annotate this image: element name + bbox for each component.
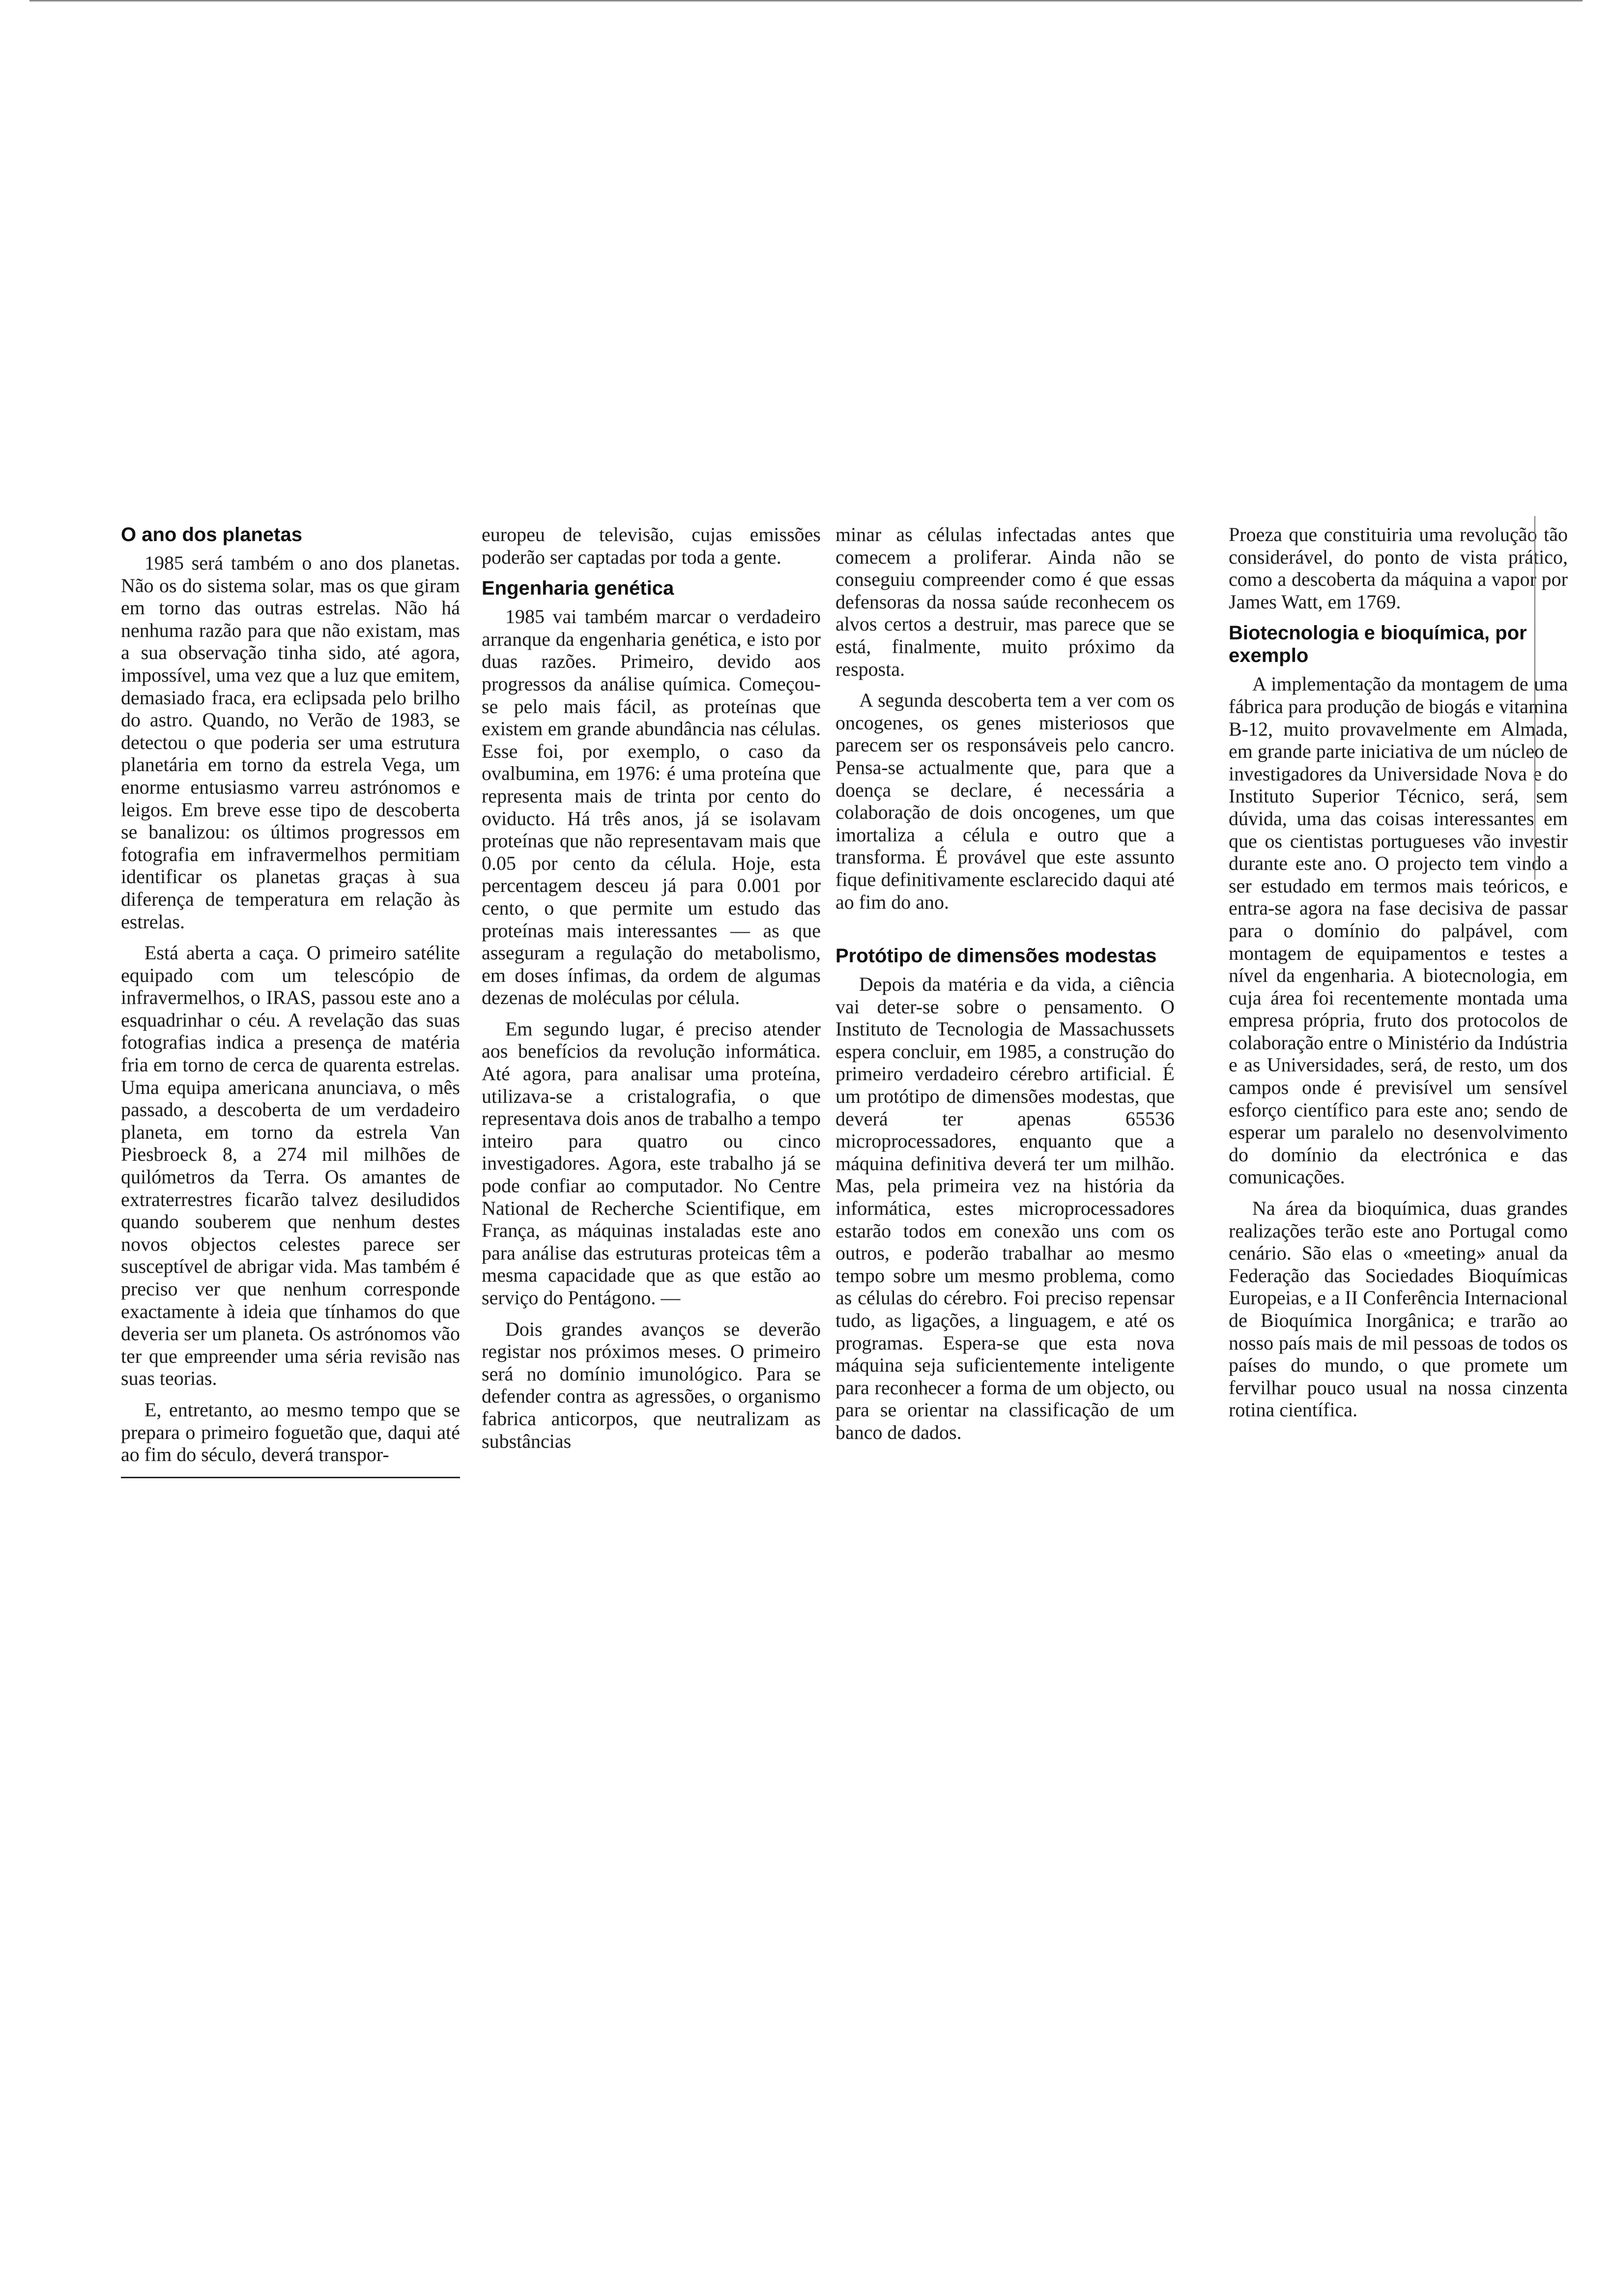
paragraph: Na área da bioquímica, duas grandes realizações terão este ano Portugal como cenário. São elas o «meeting» anual da Federação das Sociedades Bioquímicas Europeias, e a II Conferência Internacional de Bioquímica Inorgânica; e trarão ao nosso país mais de mil pessoas de todos os países do mundo, o que promete um fervilhar pouco usual na nossa cinzenta rotina científica. <box>1229 1197 1568 1421</box>
column-3 <box>835 523 1175 1453</box>
paragraph: E, entretanto, ao mesmo tempo que se prepara o primeiro foguetão que, daqui até ao fim do século, deverá transpor- <box>121 1398 460 1466</box>
paragraph: Dois grandes avanços se deverão registar nos próximos meses. O primeiro será no domínio imunológico. Para se defender contra as agressões, o organismo fabrica anticorpos, que neutralizam as substâncias <box>482 1318 821 1452</box>
paragraph: Proeza que constituiria uma revolução tão considerável, do ponto de vista prático, como a descoberta da máquina a vapor por James Watt, em 1769. <box>1229 523 1568 613</box>
paragraph: 1985 vai também marcar o verdadeiro arranque da engenharia genética, e isto por duas razões. Primeiro, devido aos progressos da análise química. Começou-se pelo mais fácil, as proteínas que existem em grande abundância nas células. Esse foi, por exemplo, o caso da ovalbumina, em 1976: é uma proteína que representa mais de trinta por cento do oviducto. Há três anos, já se isolavam proteínas que não representavam mais que 0.05 por cento da célula. Hoje, esta percentagem desceu já para 0.001 por cento, o que permite um estudo das proteínas mais interessantes — as que asseguram a regulação do metabolismo, em doses ínfimas, da ordem de algumas dezenas de moléculas por célula. <box>482 605 821 1009</box>
paragraph: Está aberta a caça. O primeiro satélite equipado com um telescópio de infravermelhos, o IRAS, passou este ano a esquadrinhar o céu. A revelação das suas fotografias indica a presença de matéria fria em torno de cerca de quarenta estrelas. Uma equipa americana anunciava, o mês passado, a descoberta de um verdadeiro planeta, em torno da estrela Van Piesbroeck 8, a 274 mil milhões de quilómetros da Terra. Os amantes de extraterrestres ficarão talvez desiludidos quando souberem que nenhum destes novos objectos celestes parece ser susceptível de abrigar vida. Mas também é preciso ver que nenhum corresponde exactamente à ideia que tínhamos do que deveria ser um planeta. Os astrónomos vão ter que empreender uma séria revisão nas suas teorias. <box>121 942 460 1390</box>
column-divider-rule <box>1534 516 1535 880</box>
column-4 <box>1229 523 1568 1430</box>
paragraph: Em segundo lugar, é preciso atender aos benefícios da revolução informática. Até agora, para analisar uma proteína, utilizava-se a cristalografia, o que representava dois anos de trabalho a tempo inteiro para quatro ou cinco investigadores. Agora, este trabalho já se pode confiar ao computador. No Centre National de Recherche Scientifique, em França, as máquinas instaladas este ano para análise das estruturas proteicas têm a mesma capacidade que as que estão ao serviço do Pentágono. — <box>482 1017 821 1309</box>
paragraph: minar as células infectadas antes que comecem a proliferar. Ainda não se conseguiu compreender como é que essas defensoras da nossa saúde reconhecem os alvos certos a destruir, mas parece que se está, finalmente, muito próximo da resposta. <box>835 523 1175 680</box>
paragraph: A segunda descoberta tem a ver com os oncogenes, os genes misteriosos que parecem ser os responsáveis pelo cancro. Pensa-se actualmente que, para que a doença se declare, é necessária a colaboração de dois oncogenes, um que imortaliza a célula e outro que a transforma. É provável que este assunto fique definitivamente esclarecido daqui até ao fim do ano. <box>835 689 1175 913</box>
column-2 <box>482 523 821 1461</box>
paragraph: 1985 será também o ano dos planetas. Não os do sistema solar, mas os que giram em torno das outras estrelas. Não há nenhuma razão para que não existam, mas a sua observação tinha sido, até agora, impossível, uma vez que a luz que emitem, demasiado fraca, era eclipsada pelo brilho do astro. Quando, no Verão de 1983, se detectou o que poderia ser uma estrutura planetária em torno da estrela Vega, um enorme entusiasmo varreu astrónomos e leigos. Em breve esse tipo de descoberta se banalizou: os últimos progressos em fotografia em infravermelhos permitiam identificar os planetas graças à sua diferença de temperatura em relação às estrelas. <box>121 552 460 933</box>
column-1 <box>121 523 460 1478</box>
paragraph: europeu de televisão, cujas emissões poderão ser captadas por toda a gente. <box>482 523 821 568</box>
paragraph: Depois da matéria e da vida, a ciência vai deter-se sobre o pensamento. O Instituto de Tecnologia de Massachussets espera concluir, em 1985, a construção do primeiro verdadeiro cérebro artificial. É um protótipo de dimensões modestas, que deverá ter apenas 65536 microprocessadores, enquanto que a máquina definitiva deverá ter um milhão. Mas, pela primeira vez na história da informática, estes microprocessadores estarão todos em conexão uns com os outros, e poderão trabalhar ao mesmo tempo sobre um mesmo problema, como as células do cérebro. Foi preciso repensar tudo, as ligações, a linguagem, e até os programas. Espera-se que esta nova máquina seja suficientemente inteligente para reconhecer a forma de um objecto, ou para se orientar na classificação de um banco de dados. <box>835 973 1175 1443</box>
top-scan-rule <box>29 0 1583 3</box>
spacer <box>835 922 1175 945</box>
section-heading: Protótipo de dimensões modestas <box>835 945 1157 967</box>
section-heading: Engenharia genética <box>482 577 674 600</box>
paragraph: A implementação da montagem de uma fábrica para produção de biogás e vitamina B-12, muito provavelmente em Almada, em grande parte iniciativa de um núcleo de investigadores da Universidade Nova e do Instituto Superior Técnico, será, sem dúvida, uma das coisas interessantes em que os cientistas portugueses vão investir durante este ano. O projecto tem vindo a ser estudado em termos mais teóricos, e entra-se agora na fase decisiva de passar para o domínio do palpável, com montagem de equipamentos e testes a nível da engenharia. A biotecnologia, em cuja área foi recentemente montada uma empresa própria, fruto dos protocolos de colaboração entre o Ministério da Indústria e as Universidades, será, de resto, um dos campos onde é previsível um sensível esforço científico para este ano; sendo de esperar um paralelo no desenvolvimento do domínio da electrónica e das comunicações. <box>1229 673 1568 1188</box>
section-heading: Biotecnologia e bioquímica, por exemplo <box>1229 622 1527 667</box>
section-heading: O ano dos planetas <box>121 524 302 545</box>
